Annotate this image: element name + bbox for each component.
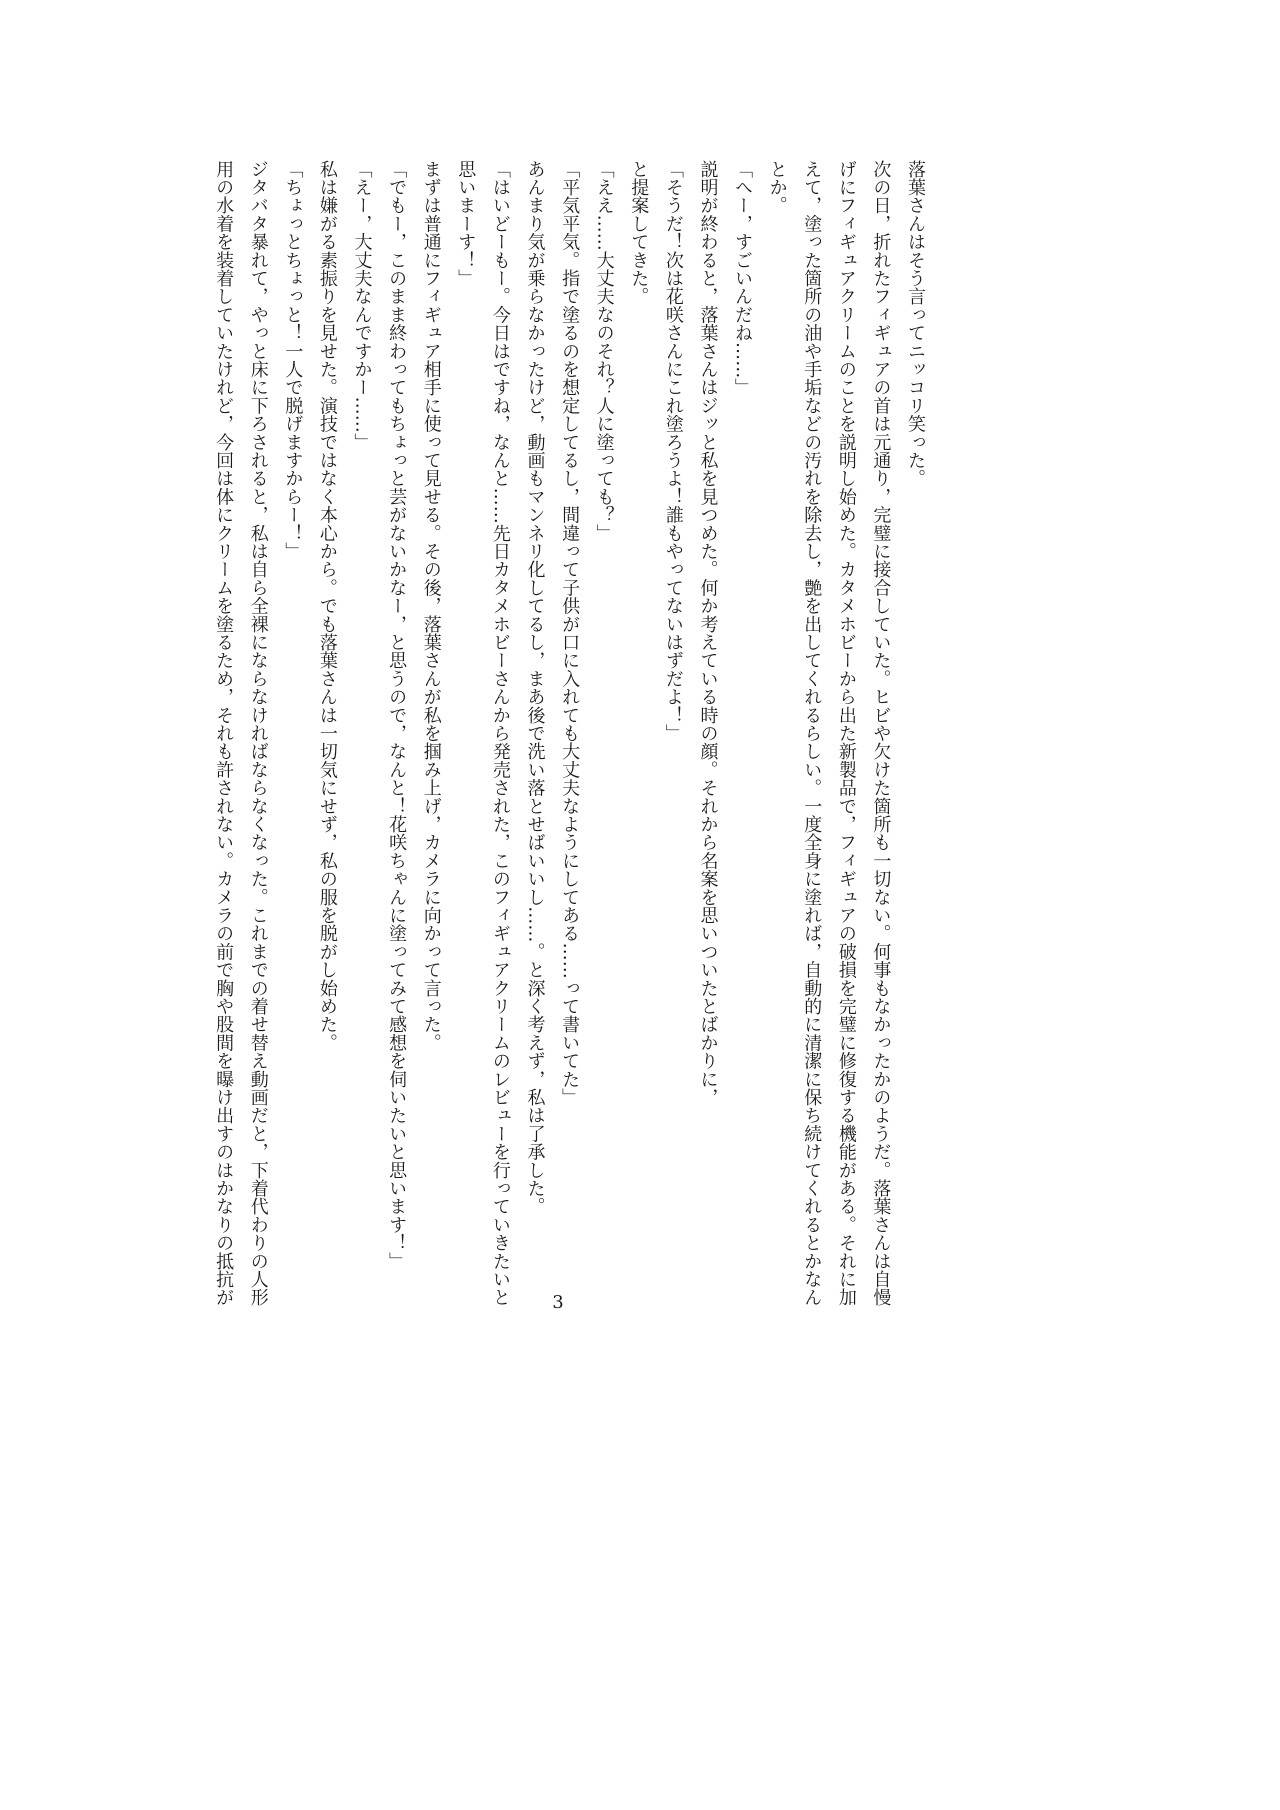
text-line: とか。 [766, 160, 788, 215]
text-line: 落葉さんはそう言ってニッコリ笑った。 [905, 160, 926, 488]
text-line: えて，塗った箇所の油や手垢などの汚れを除去し，艶を出してくれるらしい。一度全身に塗れば，自動的に清潔に保ち続けてくれるとかなん [801, 160, 823, 1307]
vertical-body-text [206, 160, 932, 1307]
text-line: 「へー，すごいんだね……」 [732, 160, 754, 397]
text-line: 「でもー，このまま終わってもちょっと芸がないかなー，と思うので，なんと！花咲ちゃんに塗ってみて感想を伺いたいと思います！」 [386, 160, 408, 1271]
text-line: 用の水着を装着していたけれど，今回は体にクリームを塗るため，それも許されない。カメラの前で胸や股間を曝け出すのはかなりの抵抗が [213, 160, 235, 1307]
text-line: 思いまーす！」 [455, 160, 477, 288]
text-line: 「ちょっとちょっと！一人で脱げますからー！」 [282, 160, 304, 561]
text-line: あんまり気が乗らなかったけど，動画もマンネリ化してるし，まあ後で洗い落とせばいいし……。と深く考えず，私は了承した。 [524, 160, 546, 1216]
text-line: 次の日，折れたフィギュアの首は元通り，完璧に接合していた。ヒビや欠けた箇所も一切ない。何事もなかったかのようだ。落葉さんは自慢 [870, 160, 892, 1307]
text-line: 説明が終わると，落葉さんはジッと私を見つめた。何か考えている時の顔。それから名案を思いついたとばかりに， [697, 160, 719, 1107]
page-number: 3 [552, 1292, 564, 1313]
text-line: と提案してきた。 [628, 160, 650, 306]
text-line: ジタバタ暴れて，やっと床に下ろされると，私は自ら全裸にならなければならなくなった。これまでの着せ替え動画だと，下着代わりの人形 [247, 160, 269, 1307]
text-line: 「ええ……大丈夫なのそれ？人に塗っても？」 [593, 160, 615, 543]
text-line: 「はいどーもー。今日はですね，なんと……先日カタメホビーさんから発売された，このフィギュアクリームのレビューを行っていきたいと [489, 160, 511, 1307]
text-line: まずは普通にフィギュア相手に使って見せる。その後，落葉さんが私を掴み上げ，カメラに向かって言った。 [420, 160, 442, 1052]
text-line: 「そうだ！次は花咲さんにこれ塗ろうよ！誰もやってないはずだよ！」 [662, 160, 684, 743]
text-line: 私は嫌がる素振りを見せた。演技ではなく本心から。でも落葉さんは一切気にせず，私の服を脱がし始めた。 [316, 160, 338, 1052]
text-line: 「平気平気。指で塗るのを想定してるし，間違って子供が口に入れても大丈夫なようにしてある……って書いてた」 [559, 160, 581, 1107]
text-line: 「えー，大丈夫なんですかー……」 [351, 160, 373, 452]
text-line: げにフィギュアクリームのことを説明し始めた。カタメホビーから出た新製品で，フィギュアの破損を完璧に修復する機能がある。それに加 [835, 160, 857, 1307]
